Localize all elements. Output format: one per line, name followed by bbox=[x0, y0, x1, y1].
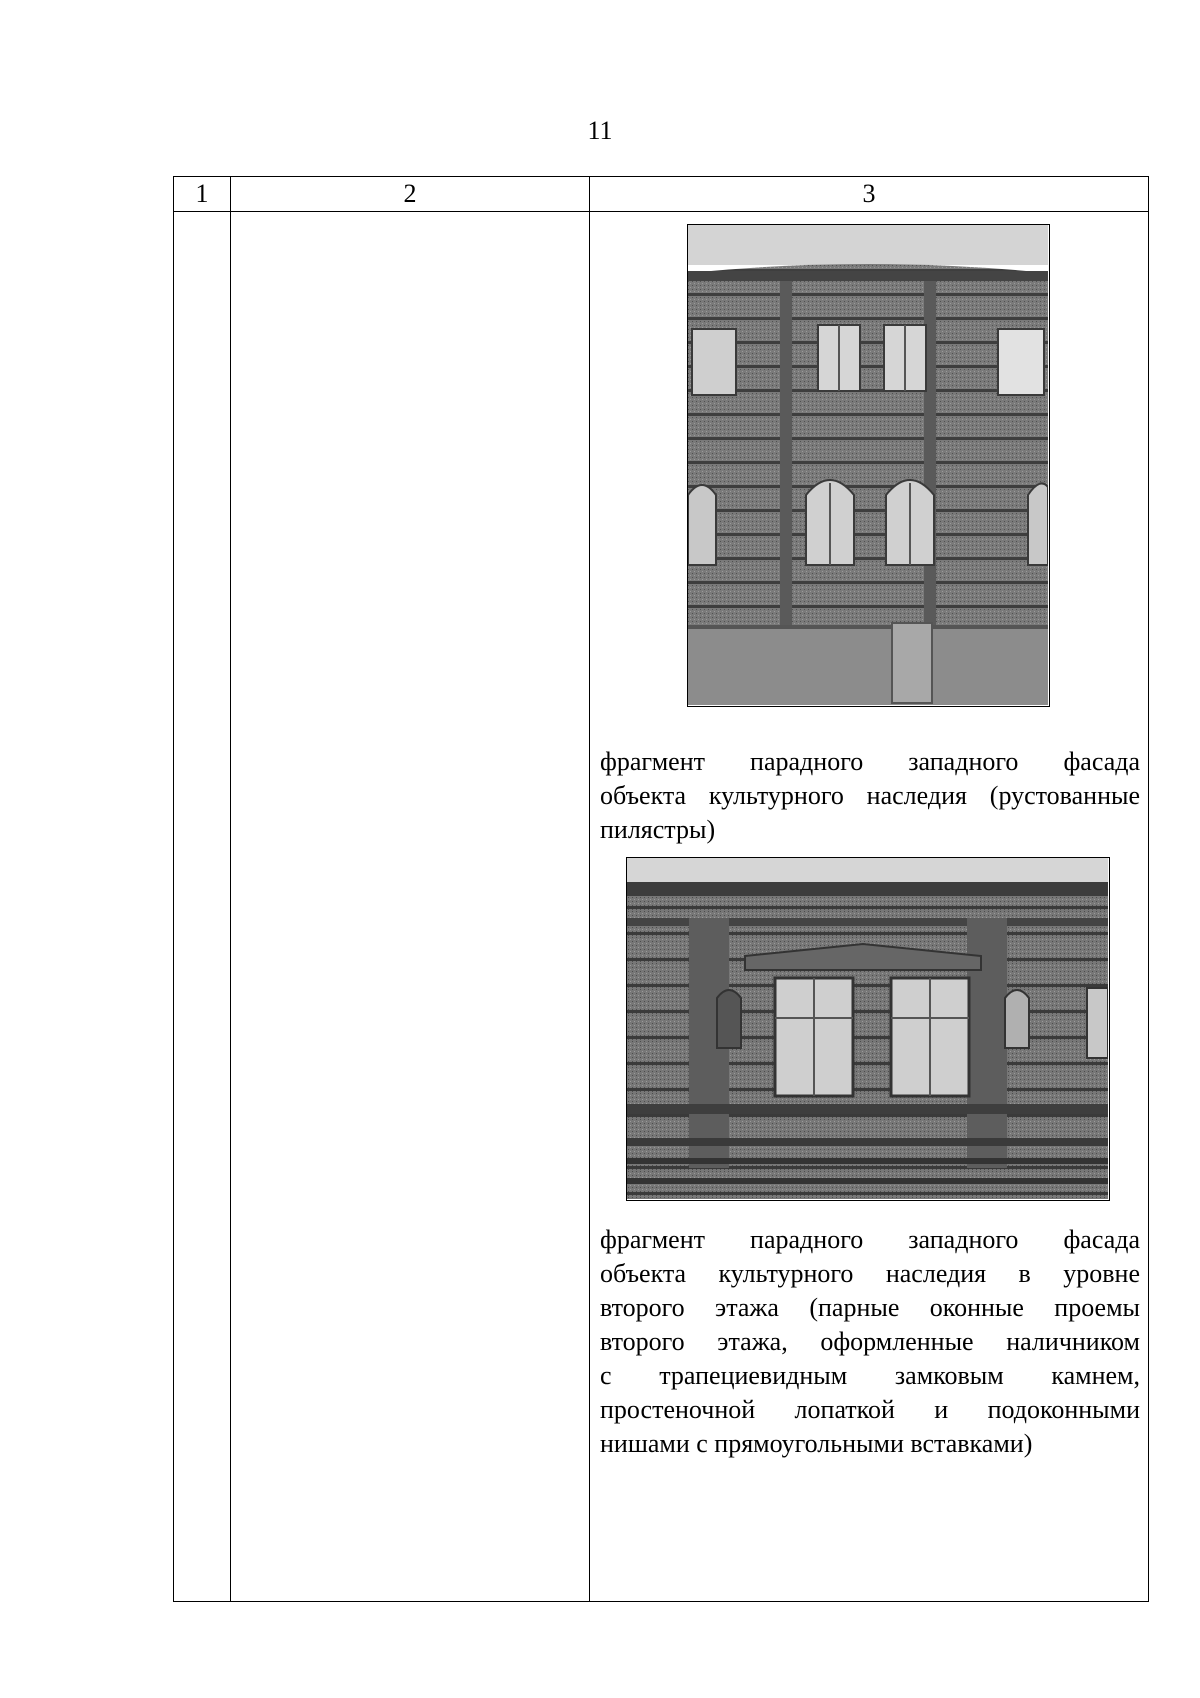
column-header-1: 1 bbox=[195, 179, 209, 208]
caption-line: с трапециевидным замковым камнем, bbox=[600, 1361, 1140, 1390]
table-row bbox=[174, 212, 1148, 1601]
page-number: 11 bbox=[587, 116, 613, 145]
caption-pilasters bbox=[600, 745, 1140, 847]
caption-line: фрагмент парадного западного фасада bbox=[600, 1225, 1140, 1254]
caption-line: второго этажа (парные оконные проемы bbox=[600, 1293, 1140, 1322]
caption-line: простеночной лопаткой и подоконными bbox=[600, 1395, 1140, 1424]
facade-photo-pilasters bbox=[687, 224, 1050, 707]
caption-line: фрагмент парадного западного фасада bbox=[600, 747, 1140, 776]
facade-photo-second-floor-image bbox=[627, 858, 1108, 1199]
caption-line: второго этажа, оформленные наличником bbox=[600, 1327, 1140, 1356]
column-header-2: 2 bbox=[403, 179, 417, 208]
facade-photo-pilasters-image bbox=[688, 225, 1048, 705]
caption-second-floor bbox=[600, 1223, 1140, 1461]
document-table bbox=[173, 176, 1149, 1602]
caption-line: объекта культурного наследия (рустованные bbox=[600, 781, 1140, 810]
caption-line: объекта культурного наследия в уровне bbox=[600, 1259, 1140, 1288]
column-header-3: 3 bbox=[862, 179, 876, 208]
caption-line: нишами с прямоугольными вставками) bbox=[600, 1429, 1033, 1458]
caption-line: пилястры) bbox=[600, 815, 716, 844]
facade-photo-second-floor bbox=[626, 857, 1110, 1201]
